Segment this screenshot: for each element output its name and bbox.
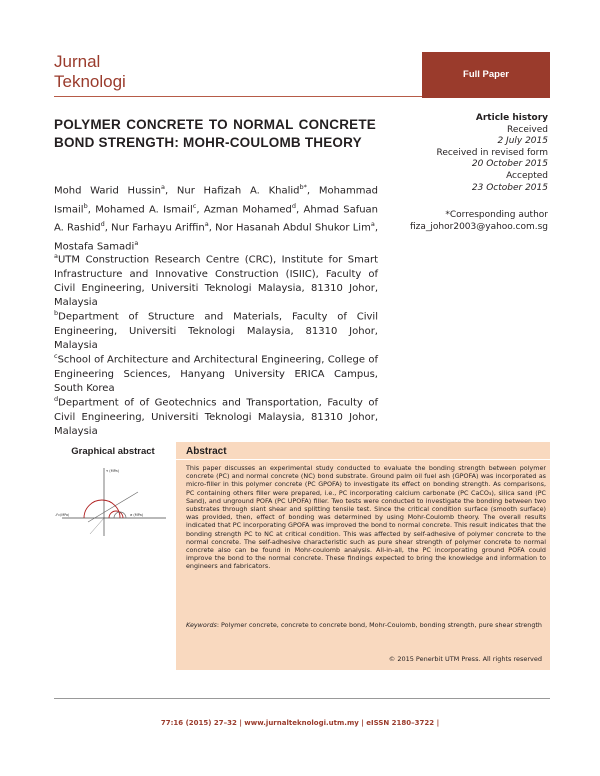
mohr-coulomb-figure <box>54 462 172 542</box>
footer-divider <box>54 698 550 699</box>
corresponding-label: *Corresponding author <box>445 210 548 220</box>
affiliation-b: $^b$Department of Structure and Materials, Faculty of Civil Engineering, Universiti Teknologi Malaysia, 81310 Johor, Malaysia <box>54 309 378 351</box>
graphical-abstract-title: Graphical abstract <box>71 446 155 457</box>
keywords-label: Keywords <box>186 621 217 629</box>
keywords <box>186 621 546 629</box>
author-list: Mohd Warid Hussin$^a$, Nur Hafizah A. Khalid$^{b*}$, Mohammad Ismail$^b$, Mohamed A. Ismail$^c$, Azman Mohamed$^d$, Ahmad Safuan A. Rashid$^d$, Nur Farhayu Ariffin$^a$, Nor Hasanah Abdul Shukor Lim$^a$, Mostafa Samadi$^a$ <box>54 183 379 253</box>
paper-title: POLYMER CONCRETE TO NORMAL CONCRETE BOND STRENGTH: MOHR-COULOMB THEORY <box>54 117 376 150</box>
journal-name-line1: Jurnal <box>54 52 101 71</box>
received-date: 2 July 2015 <box>497 136 548 147</box>
article-history <box>436 113 548 194</box>
full-paper-badge: Full Paper <box>422 52 550 98</box>
copyright: © 2015 Penerbit UTM Press. All rights reserved <box>388 655 542 663</box>
revised-label: Received in revised form <box>436 147 548 158</box>
affiliation-a: $^a$UTM Construction Research Centre (CRC), Institute for Smart Infrastructure and Innovative Construction (ISIIC), Faculty of Civil Engineering, Universiti Teknologi Malaysia, 81310 Johor, Malaysia <box>54 252 378 308</box>
sigma-axis-label: σ (MPa) <box>130 513 144 517</box>
corresponding-email[interactable]: fiza_johor2003@yahoo.com.sg <box>410 221 548 232</box>
received-label: Received <box>507 124 548 135</box>
header-divider <box>54 96 422 97</box>
abstract-body: This paper discusses an experimental study conducted to evaluate the bonding strength between polymer concrete (PC) and normal concrete (NC) bond substrate. Ground palm oil fuel ash (GPOFA) was incorporated as micro-filler in this polymer concrete (PC GPOFA) to investigate its effect on bonding strength. As comparisons, PC containing others filler were prepared, i.e., PC incorporating calcium carbonate (PC CaCO₃), silica sand (PC Sand), and unground POFA (PC UPOFA) filler. Two tests were conducted to investigate the bonding between two substrates through slant shear and splitting tensile test. Since the critical condition surface (smooth surface) was provided, then, effect of bonding was determined by using Mohr-Coulomb theory. The overall results indicated that PC incorporating GPOFA was improved the bond to normal concrete. This result indicates that the bonding strength PC to NC at critical condition. This was affected by self-adhesive of polymer concrete to the normal concrete. The self-adhesive characteristic such as pure shear strength of polymer concrete to normal concrete also can be found in Mohr-coulomb analysis. All-in-all, the PC incorporating ground POFA could improve the bond to the normal concrete. These findings expected to bring the knowledge and information to engineers and fabricators. <box>186 464 546 571</box>
tau-axis-label: τ (MPa) <box>106 469 120 473</box>
corresponding-author <box>410 210 548 233</box>
lower-line <box>90 518 104 534</box>
accepted-label: Accepted <box>506 170 548 181</box>
journal-logo <box>54 52 126 92</box>
accepted-date: 23 October 2015 <box>471 182 548 193</box>
failure-envelope <box>88 492 138 522</box>
journal-name-line2: Teknologi <box>54 72 126 91</box>
abstract-box <box>176 442 550 670</box>
revised-date: 20 October 2015 <box>471 159 548 170</box>
history-title: Article history <box>475 113 548 123</box>
fc-label: -f'c(MPa) <box>55 513 70 517</box>
abstract-divider <box>176 459 550 460</box>
affiliation-c: $^c$School of Architecture and Architectural Engineering, College of Engineering Sciences, Hanyang University ERICA Campus, South Korea <box>54 352 378 394</box>
affiliation-d: $^d$Department of of Geotechnics and Transportation, Faculty of Civil Engineering, Universiti Teknologi Malaysia, 81310 Johor, Malaysia <box>54 395 378 437</box>
abstract-title: Abstract <box>186 446 227 457</box>
page-footer: 77:16 (2015) 27–32 | www.jurnalteknologi.utm.my | eISSN 2180–3722 | <box>160 719 440 727</box>
keywords-text: : Polymer concrete, concrete to concrete bond, Mohr-Coulomb, bonding strength, pure shear strength <box>216 621 542 629</box>
